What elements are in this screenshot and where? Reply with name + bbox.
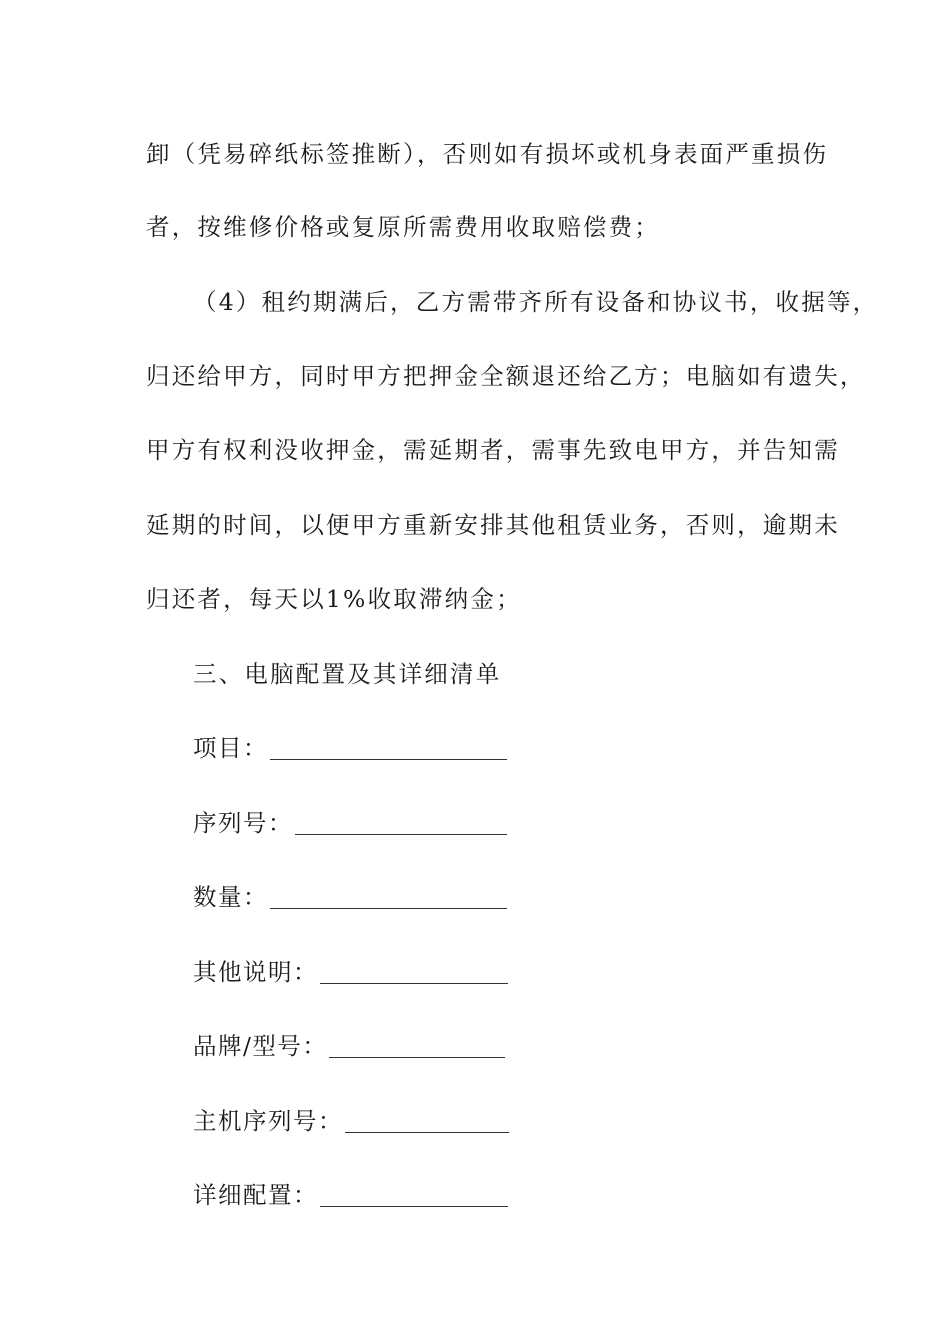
form-field-host-serial [193,1106,509,1136]
paragraph-line-2: 者，按维修价格或复原所需费用收取赔偿费； [146,213,660,241]
form-field-quantity [193,882,507,912]
paragraph-line-7: 归还者，每天以1%收取滞纳金； [146,585,522,613]
field-label: 主机序列号： [193,1107,343,1135]
paragraph-line-5: 甲方有权利没收押金，需延期者，需事先致电甲方，并告知需 [146,436,840,464]
form-field-config [193,1180,508,1210]
fill-in-blank[interactable] [295,812,507,835]
fill-in-blank[interactable] [320,961,508,984]
fill-in-blank[interactable] [320,1184,508,1207]
paragraph-line-4: 归还给甲方，同时甲方把押金全额退还给乙方；电脑如有遗失， [146,362,866,390]
field-label: 详细配置： [193,1181,318,1209]
field-label: 数量： [193,883,268,911]
fill-in-blank[interactable] [329,1035,505,1058]
field-label: 序列号： [193,809,293,837]
field-label: 品牌/型号： [193,1032,328,1060]
form-field-item [193,733,507,763]
fill-in-blank[interactable] [345,1110,509,1133]
paragraph-line-3: （4）租约期满后，乙方需带齐所有设备和协议书，收据等， [193,288,879,316]
field-label: 其他说明： [193,958,318,986]
fill-in-blank[interactable] [270,737,507,760]
field-label: 项目： [193,734,268,762]
form-field-brand-model [193,1031,505,1061]
paragraph-line-1: 卸（凭易碎纸标签推断），否则如有损坏或机身表面严重损伤 [146,140,829,168]
paragraph-line-6: 延期的时间，以便甲方重新安排其他租赁业务，否则，逾期未 [146,511,840,539]
section-title: 三、电脑配置及其详细清单 [193,660,502,688]
fill-in-blank[interactable] [270,886,507,909]
form-field-notes [193,957,508,987]
form-field-serial [193,808,507,838]
